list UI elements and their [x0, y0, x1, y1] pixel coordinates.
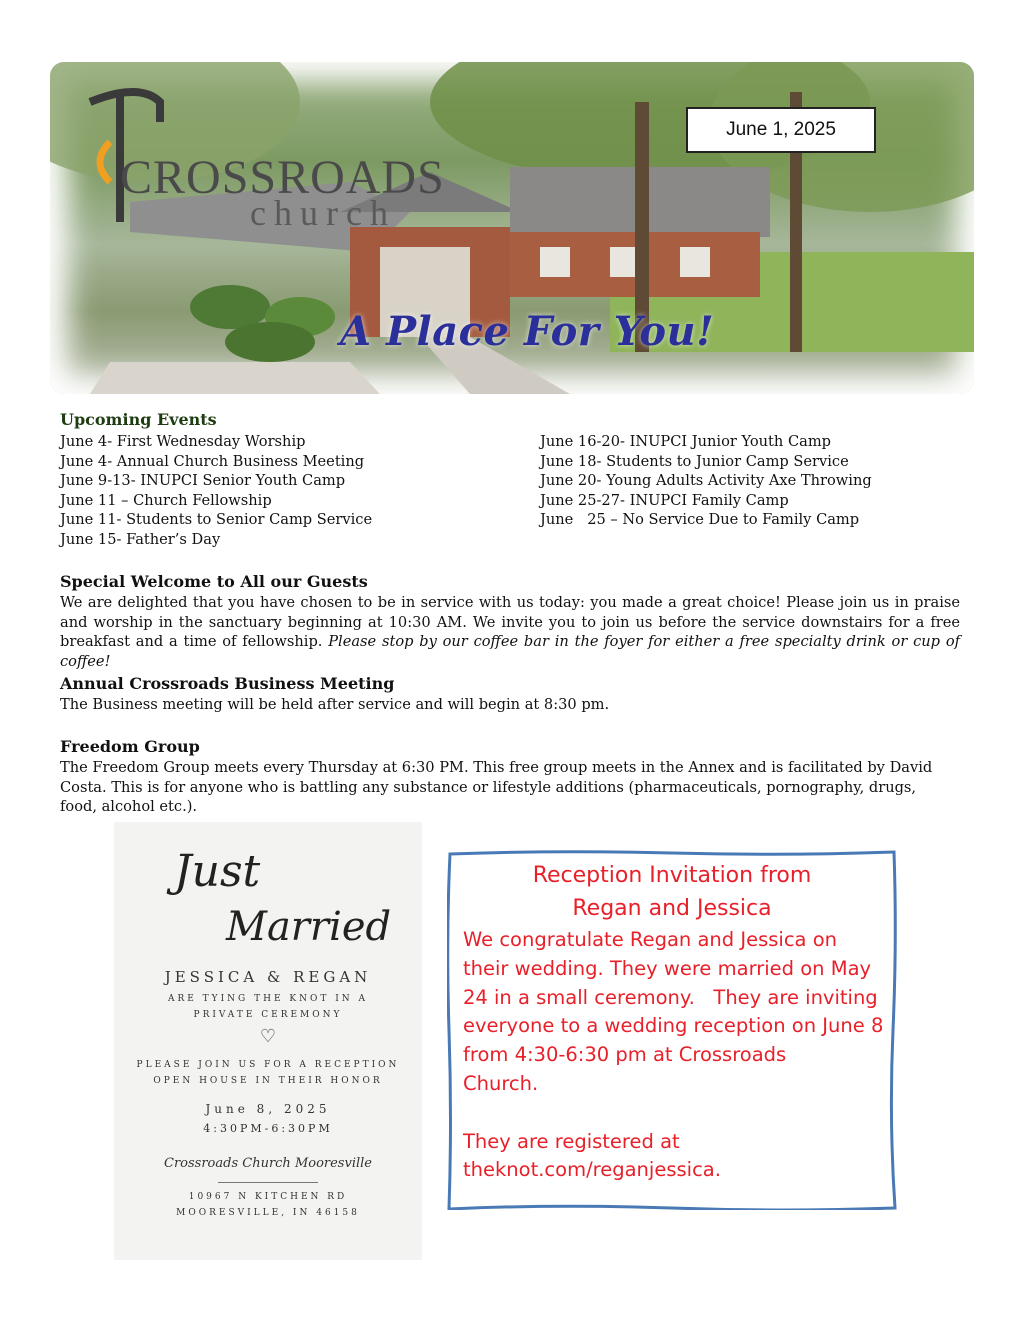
- reception-line: their wedding. They were married on May: [463, 956, 872, 980]
- invitation-address: 10967 N KITCHEN RD: [188, 1192, 348, 1202]
- freedom-group-title: Freedom Group: [60, 737, 200, 756]
- event-item: June 18- Students to Junior Camp Service: [540, 452, 849, 470]
- business-meeting-title: Annual Crossroads Business Meeting: [60, 674, 395, 693]
- invitation-line: PRIVATE CEREMONY: [193, 1010, 343, 1020]
- event-item: June 11 – Church Fellowship: [60, 491, 272, 509]
- welcome-body: We are delighted that you have chosen to be in service with us today: you made a great choice! Please join us in praise and worship in the sanctuary beginning at 10:30 AM. We invite you to join us before the service downstairs for a free breakfast and a time of fellowship.: [60, 594, 960, 651]
- event-item: June 25 – No Service Due to Family Camp: [540, 511, 860, 529]
- business-meeting-text: The Business meeting will be held after service and will begin at 8:30 pm.: [60, 696, 610, 713]
- heart-icon: ♡: [259, 1026, 277, 1047]
- invitation-script-married: Married: [226, 904, 392, 950]
- bulletin-date: June 1, 2025: [686, 107, 876, 153]
- welcome-coffee-note: Please stop by our coffee bar in the foyer for either a free specialty drink or cup of coffee!: [60, 633, 961, 670]
- event-item: June 15- Father’s Day: [60, 530, 221, 548]
- welcome-title: Special Welcome to All our Guests: [60, 572, 368, 591]
- event-item: June 9-13- INUPCI Senior Youth Camp: [60, 472, 346, 490]
- invitation-line: OPEN HOUSE IN THEIR HONOR: [153, 1076, 383, 1086]
- tagline: A Place For You!: [340, 308, 715, 355]
- event-item: June 16-20- INUPCI Junior Youth Camp: [540, 433, 832, 450]
- church-logo-title: CROSSROADS: [120, 151, 445, 204]
- reception-body: [463, 926, 888, 1185]
- events-left-column: [60, 432, 372, 550]
- freedom-group-text: The Freedom Group meets every Thursday at 6:30 PM. This free group meets in the Annex and is facilitated by David Costa. This is for anyone who is battling any substance or lifestyle additions (pharmaceuticals, pornography, drugs, food, alcohol etc.).: [60, 759, 933, 816]
- invitation-date: June 8, 2025: [205, 1102, 331, 1116]
- divider: [218, 1182, 318, 1183]
- invitation-script-just: Just: [174, 846, 261, 897]
- upcoming-events-title: Upcoming Events: [60, 410, 217, 429]
- reception-title: Regan and Jessica: [572, 896, 772, 921]
- spacer: [463, 1099, 888, 1128]
- event-item: June 20- Young Adults Activity Axe Throwing: [540, 472, 872, 490]
- invitation-venue-script: Crossroads Church Mooresville: [164, 1156, 372, 1171]
- invitation-address: MOORESVILLE, IN 46158: [176, 1208, 360, 1218]
- reception-line: 24 in a small ceremony. They are inviting: [463, 985, 878, 1009]
- events-right-column: [540, 432, 872, 530]
- invitation-line: PLEASE JOIN US FOR A RECEPTION: [136, 1060, 400, 1070]
- event-item: June 25-27- INUPCI Family Camp: [540, 491, 789, 509]
- invitation-line: ARE TYING THE KNOT IN A: [167, 994, 369, 1004]
- event-item: June 4- First Wednesday Worship: [60, 433, 306, 450]
- reception-line: from 4:30-6:30 pm at Crossroads: [463, 1043, 787, 1067]
- reception-invitation-box: [447, 850, 897, 1210]
- registry-link: theknot.com/reganjessica.: [463, 1158, 721, 1182]
- registry-line: They are registered at: [463, 1129, 680, 1153]
- reception-line: Church.: [463, 1071, 539, 1095]
- event-item: June 4- Annual Church Business Meeting: [60, 452, 365, 470]
- reception-line: We congratulate Regan and Jessica on: [463, 928, 837, 951]
- church-logo-subtitle: church: [250, 193, 396, 233]
- welcome-text: [60, 593, 960, 671]
- reception-title: Reception Invitation from: [532, 863, 812, 888]
- reception-line: everyone to a wedding reception on June 8: [463, 1014, 884, 1038]
- invitation-names: JESSICA & REGAN: [164, 968, 372, 986]
- event-item: June 11- Students to Senior Camp Service: [60, 511, 373, 529]
- invitation-time: 4:30PM-6:30PM: [203, 1122, 333, 1135]
- wedding-invitation-card: [114, 822, 422, 1260]
